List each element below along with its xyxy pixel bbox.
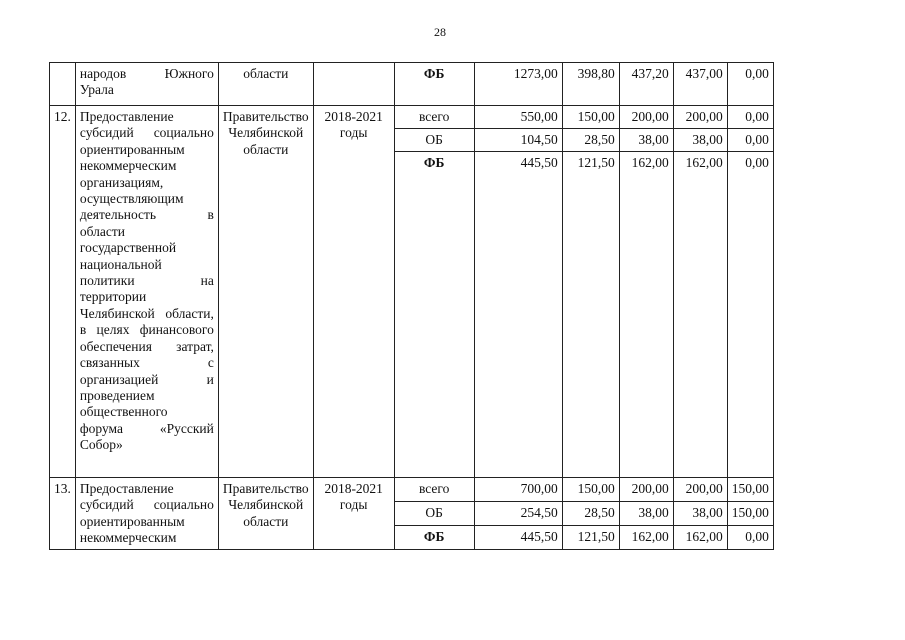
- value-2018-cell: 28,50: [562, 129, 619, 152]
- value-2019-cell: 200,00: [619, 106, 673, 129]
- row-number-cell: [50, 63, 76, 106]
- funding-source-cell: ФБ: [394, 526, 474, 549]
- value-2020-cell: 38,00: [673, 502, 727, 526]
- value-2018-cell: 150,00: [562, 106, 619, 129]
- value-2021-cell: 150,00: [727, 478, 773, 502]
- value-2020-cell: 162,00: [673, 152, 727, 478]
- value-2021-cell: 0,00: [727, 526, 773, 549]
- value-2018-cell: 150,00: [562, 478, 619, 502]
- value-2019-cell: 437,20: [619, 63, 673, 106]
- funding-source-cell: ФБ: [394, 152, 474, 478]
- funding-source-cell: ФБ: [394, 63, 474, 106]
- value-total-cell: 1273,00: [474, 63, 562, 106]
- value-2020-cell: 200,00: [673, 106, 727, 129]
- measure-name-cell: Предоставление субсидий социально ориентированным некоммерческим: [75, 478, 218, 550]
- executor-cell: области: [218, 63, 313, 106]
- value-2018-cell: 121,50: [562, 152, 619, 478]
- value-2019-cell: 162,00: [619, 152, 673, 478]
- table-row-13-total: [50, 478, 774, 502]
- funding-source-cell: всего: [394, 478, 474, 502]
- value-2020-cell: 437,00: [673, 63, 727, 106]
- value-2021-cell: 0,00: [727, 106, 773, 129]
- value-2019-cell: 200,00: [619, 478, 673, 502]
- value-total-cell: 254,50: [474, 502, 562, 526]
- executor-cell: Правительство Челябинской области: [218, 106, 313, 478]
- table-row-continuation: [50, 63, 774, 106]
- row-number-cell: 12.: [50, 106, 76, 478]
- value-2019-cell: 38,00: [619, 502, 673, 526]
- value-2020-cell: 38,00: [673, 129, 727, 152]
- value-total-cell: 550,00: [474, 106, 562, 129]
- executor-cell: Правительство Челябинской области: [218, 478, 313, 550]
- value-total-cell: 445,50: [474, 152, 562, 478]
- measure-name-cell: народов Южного Урала: [75, 63, 218, 106]
- value-2021-cell: 0,00: [727, 152, 773, 478]
- value-total-cell: 445,50: [474, 526, 562, 549]
- value-2020-cell: 200,00: [673, 478, 727, 502]
- funding-source-cell: ОБ: [394, 129, 474, 152]
- years-cell: 2018-2021 годы: [313, 478, 394, 550]
- page-number: 28: [434, 25, 446, 39]
- value-2018-cell: 121,50: [562, 526, 619, 549]
- value-2021-cell: 0,00: [727, 63, 773, 106]
- value-2019-cell: 162,00: [619, 526, 673, 549]
- measure-name-cell: Предоставление субсидий социально ориентированным некоммерческим организациям, осуществляющим деятельность в области государственной национальной политики на территории Челябинской области, в целях финансового обеспечения затрат, связанных с организацией и проведением общественного форума «Русский Собор»: [75, 106, 218, 478]
- value-total-cell: 104,50: [474, 129, 562, 152]
- value-2018-cell: 398,80: [562, 63, 619, 106]
- value-2021-cell: 150,00: [727, 502, 773, 526]
- value-2018-cell: 28,50: [562, 502, 619, 526]
- value-2021-cell: 0,00: [727, 129, 773, 152]
- value-2019-cell: 38,00: [619, 129, 673, 152]
- funding-source-cell: ОБ: [394, 502, 474, 526]
- value-total-cell: 700,00: [474, 478, 562, 502]
- years-cell: [313, 63, 394, 106]
- value-2020-cell: 162,00: [673, 526, 727, 549]
- row-number-cell: 13.: [50, 478, 76, 550]
- table-row-12-total: [50, 106, 774, 129]
- program-budget-table: [49, 62, 774, 550]
- years-cell: 2018-2021 годы: [313, 106, 394, 478]
- funding-source-cell: всего: [394, 106, 474, 129]
